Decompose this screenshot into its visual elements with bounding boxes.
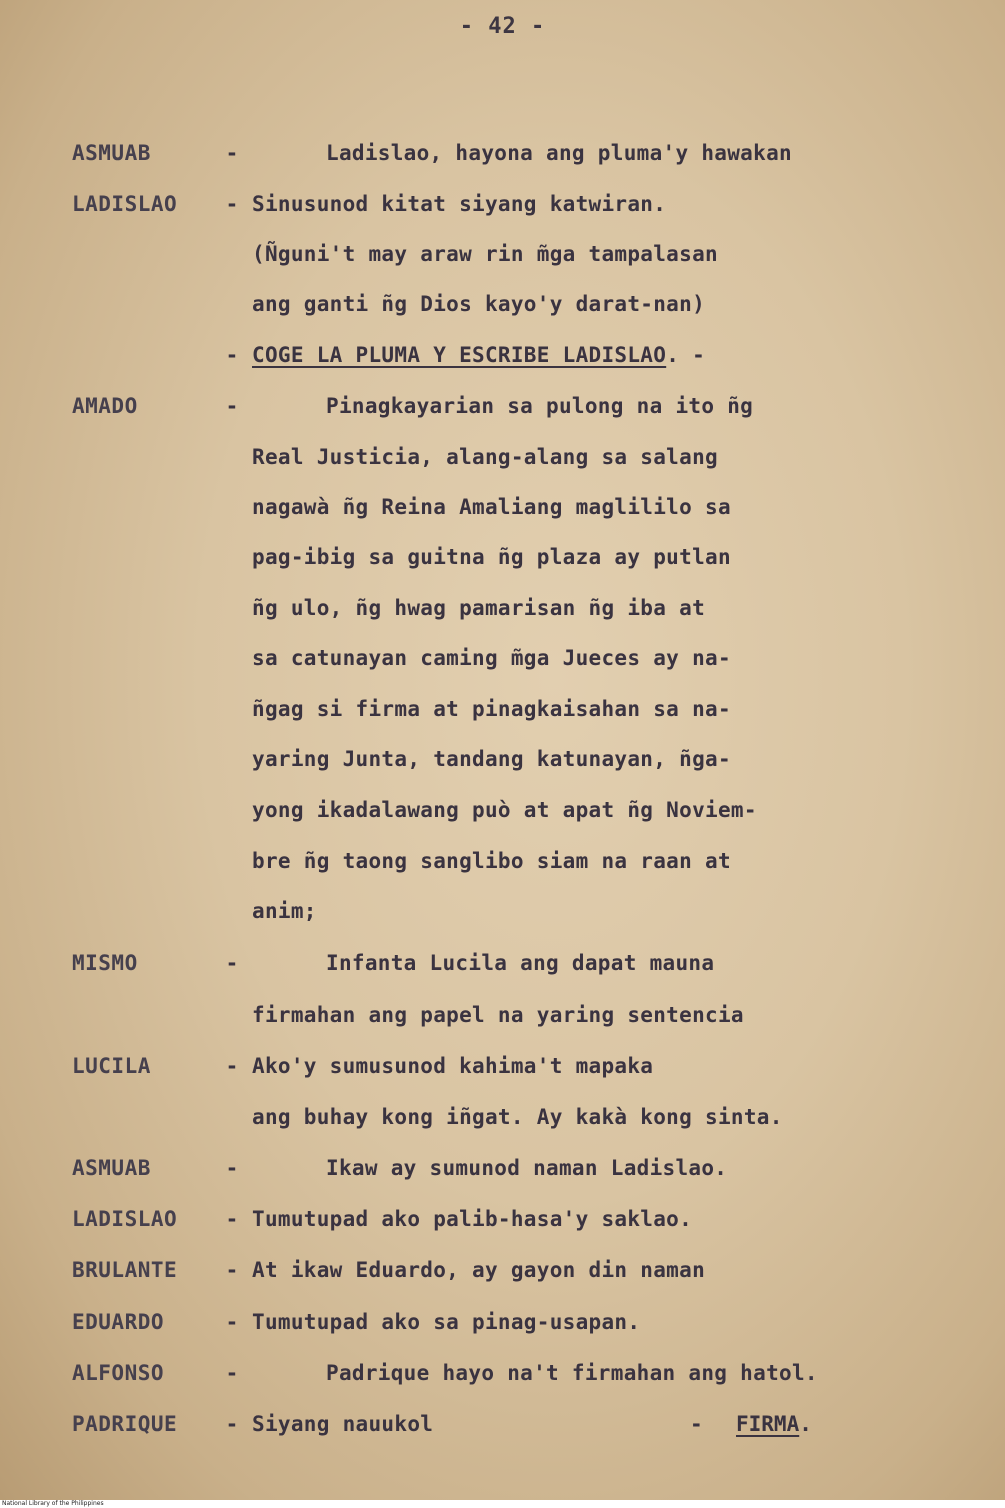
dialogue-text: [252, 537, 731, 577]
dialogue-text: [252, 995, 744, 1035]
script-line: [0, 790, 1005, 830]
speaker-dash: -: [225, 1412, 239, 1436]
script-line: [0, 284, 1005, 324]
dialogue-line-text: (Ñguni't may araw rin m̃ga tampalasan: [252, 242, 718, 266]
speaker-name: LUCILA: [72, 1054, 151, 1078]
dialogue-text: [252, 1199, 692, 1239]
stage-direction-label: FIRMA: [736, 1412, 800, 1436]
dialogue-text: [252, 184, 666, 224]
dialogue-text: [252, 1404, 433, 1444]
script-line: [0, 995, 1005, 1035]
dialogue-line-text: ñg ulo, ñg hwag pamarisan ñg iba at: [252, 596, 706, 620]
dialogue-line-text: Sinusunod kitat siyang katwiran.: [252, 192, 667, 216]
line-suffix: . -: [666, 343, 706, 367]
speaker-name: ASMUAB: [72, 1156, 151, 1180]
script-line: [0, 386, 1005, 426]
script-line: [0, 1148, 1005, 1188]
script-line: [0, 234, 1005, 274]
dialogue-text: [252, 790, 757, 830]
dialogue-line-text: ang buhay kong iñgat. Ay kakà kong sinta.: [252, 1105, 783, 1129]
script-line: [0, 943, 1005, 983]
dialogue-text: [252, 1097, 783, 1137]
speaker-dash: -: [225, 192, 239, 216]
dialogue-text: [252, 1046, 653, 1086]
speaker-name: ALFONSO: [72, 1361, 165, 1385]
stage-direction-text: COGE LA PLUMA Y ESCRIBE LADISLAO: [252, 343, 667, 367]
script-line: [0, 841, 1005, 881]
dialogue-line-text: pag-ibig sa guitna ñg plaza ay putlan: [252, 545, 731, 569]
speaker-dash: -: [225, 141, 239, 165]
dialogue-line-text: Real Justicia, alang-alang sa salang: [252, 445, 718, 469]
dialogue-line-text: nagawà ñg Reina Amaliang maglililo sa: [252, 495, 731, 519]
dialogue-text: [326, 386, 753, 426]
script-line: [0, 1404, 1005, 1444]
dialogue-line-text: Siyang nauukol: [252, 1412, 434, 1436]
dialogue-line-text: yaring Junta, tandang katunayan, ñga-: [252, 747, 731, 771]
speaker-name: BRULANTE: [72, 1258, 178, 1282]
script-line: [0, 335, 1005, 375]
dialogue-line-text: Ako'y sumusunod kahima't mapaka: [252, 1054, 654, 1078]
dialogue-line-text: firmahan ang papel na yaring sentencia: [252, 1003, 744, 1027]
dialogue-text: [252, 335, 705, 375]
dialogue-text: [326, 943, 714, 983]
speaker-dash: -: [225, 394, 239, 418]
dialogue-text: [252, 891, 317, 931]
script-line: [0, 689, 1005, 729]
speaker-name: PADRIQUE: [72, 1412, 178, 1436]
script-line: [0, 133, 1005, 173]
script-line: [0, 1097, 1005, 1137]
dialogue-line-text: sa catunayan caming m̃ga Jueces ay na-: [252, 646, 731, 670]
dialogue-line-text: bre ñg taong sanglibo siam na raan at: [252, 849, 731, 873]
dialogue-text: [252, 1302, 640, 1342]
script-line: [0, 1302, 1005, 1342]
speaker-dash: -: [225, 951, 239, 975]
dialogue-text: [252, 437, 718, 477]
script-line: [0, 1250, 1005, 1290]
dialogue-text: [252, 739, 731, 779]
footer-credit: National Library of the Philippines: [0, 1500, 1005, 1508]
script-line: [0, 537, 1005, 577]
speaker-name: AMADO: [72, 394, 138, 418]
dialogue-line-text: Tumutupad ako palib-hasa'y saklao.: [252, 1207, 693, 1231]
dialogue-line-text: At ikaw Eduardo, ay gayon din naman: [252, 1258, 706, 1282]
page-number: - 42 -: [459, 14, 546, 39]
dialogue-text: [252, 284, 705, 324]
speaker-name: LADISLAO: [72, 192, 178, 216]
speaker-dash: -: [225, 1310, 239, 1334]
speaker-dash: -: [225, 1361, 239, 1385]
stage-direction-suffix: .: [799, 1412, 812, 1436]
stage-dash: -: [690, 1412, 703, 1436]
dialogue-line-text: ang ganti ñg Dios kayo'y darat-nan): [252, 292, 706, 316]
speaker-name: LADISLAO: [72, 1207, 178, 1231]
dialogue-text: [326, 133, 792, 173]
speaker-dash: -: [225, 1258, 239, 1282]
script-line: [0, 487, 1005, 527]
speaker-name: EDUARDO: [72, 1310, 165, 1334]
speaker-dash: -: [225, 1207, 239, 1231]
dialogue-text: [252, 234, 718, 274]
dialogue-line-text: ñgag si firma at pinagkaisahan sa na-: [252, 697, 731, 721]
stage-direction: [736, 1404, 812, 1444]
script-line: [0, 1353, 1005, 1393]
dialogue-text: [252, 487, 731, 527]
dialogue-line-text: Tumutupad ako sa pinag-usapan.: [252, 1310, 641, 1334]
dialogue-line-text: Ladislao, hayona ang pluma'y hawakan: [326, 141, 792, 165]
speaker-name: MISMO: [72, 951, 138, 975]
script-line: [0, 1046, 1005, 1086]
script-line: [0, 437, 1005, 477]
script-line: [0, 1199, 1005, 1239]
dialogue-line-text: Infanta Lucila ang dapat mauna: [326, 951, 715, 975]
speaker-name: ASMUAB: [72, 141, 151, 165]
script-line: [0, 739, 1005, 779]
speaker-dash: -: [225, 1156, 239, 1180]
script-line: [0, 638, 1005, 678]
dialogue-text: [326, 1353, 818, 1393]
script-line: [0, 184, 1005, 224]
dialogue-text: [252, 638, 731, 678]
dialogue-text: [252, 689, 731, 729]
dialogue-line-text: Pinagkayarian sa pulong na ito ñg: [326, 394, 754, 418]
dialogue-text: [252, 1250, 705, 1290]
dialogue-line-text: Ikaw ay sumunod naman Ladislao.: [326, 1156, 728, 1180]
speaker-dash: -: [225, 1054, 239, 1078]
dialogue-text: [252, 588, 705, 628]
dialogue-line-text: Padrique hayo na't firmahan ang hatol.: [326, 1361, 818, 1385]
script-line: [0, 588, 1005, 628]
dialogue-text: [252, 841, 731, 881]
dialogue-line-text: anim;: [252, 899, 317, 923]
dialogue-line-text: yong ikadalawang può at apat ñg Noviem-: [252, 798, 757, 822]
speaker-dash: -: [225, 343, 239, 367]
dialogue-text: [326, 1148, 727, 1188]
script-line: [0, 891, 1005, 931]
